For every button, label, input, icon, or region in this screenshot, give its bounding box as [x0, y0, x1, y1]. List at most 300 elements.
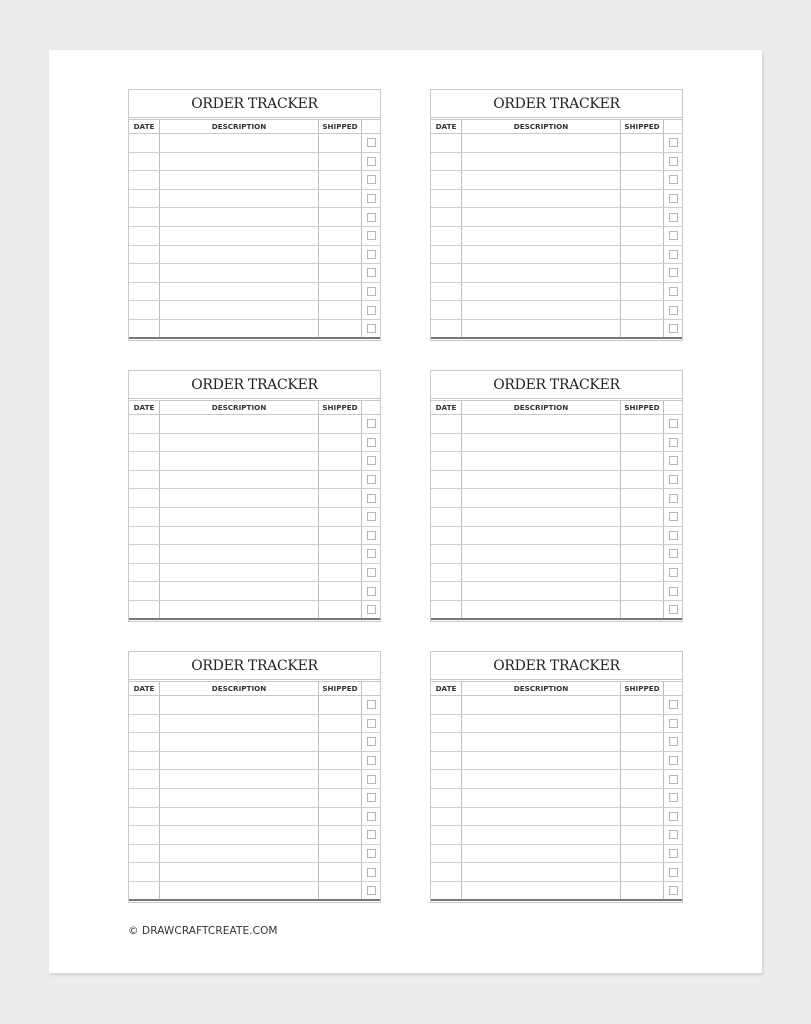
- shipped-cell[interactable]: [621, 471, 664, 489]
- date-cell[interactable]: [129, 733, 160, 751]
- shipped-cell[interactable]: [621, 582, 664, 600]
- date-cell[interactable]: [129, 863, 160, 881]
- shipped-cell[interactable]: [319, 863, 362, 881]
- shipped-cell[interactable]: [319, 789, 362, 807]
- shipped-checkbox[interactable]: [367, 549, 376, 558]
- shipped-checkbox[interactable]: [367, 700, 376, 709]
- shipped-checkbox[interactable]: [367, 268, 376, 277]
- description-cell[interactable]: [462, 582, 621, 600]
- shipped-checkbox[interactable]: [367, 775, 376, 784]
- table-row: [129, 171, 380, 190]
- shipped-checkbox[interactable]: [669, 587, 678, 596]
- shipped-cell[interactable]: [621, 246, 664, 264]
- description-cell[interactable]: [160, 452, 319, 470]
- shipped-cell[interactable]: [621, 696, 664, 714]
- shipped-cell[interactable]: [621, 208, 664, 226]
- date-cell[interactable]: [431, 863, 462, 881]
- date-cell[interactable]: [129, 452, 160, 470]
- description-cell[interactable]: [462, 452, 621, 470]
- table-header: [431, 681, 682, 696]
- tracker-title: ORDER TRACKER: [431, 371, 682, 399]
- date-cell[interactable]: [129, 434, 160, 452]
- shipped-checkbox[interactable]: [367, 737, 376, 746]
- shipped-checkbox[interactable]: [669, 194, 678, 203]
- description-cell[interactable]: [160, 246, 319, 264]
- date-cell[interactable]: [431, 715, 462, 733]
- shipped-checkbox[interactable]: [669, 568, 678, 577]
- shipped-cell[interactable]: [621, 808, 664, 826]
- shipped-cell[interactable]: [621, 527, 664, 545]
- description-cell[interactable]: [160, 752, 319, 770]
- date-cell[interactable]: [129, 770, 160, 788]
- shipped-checkbox[interactable]: [367, 568, 376, 577]
- description-cell[interactable]: [160, 601, 319, 618]
- date-cell[interactable]: [431, 415, 462, 433]
- date-cell[interactable]: [129, 601, 160, 618]
- description-cell[interactable]: [462, 283, 621, 301]
- description-cell[interactable]: [462, 415, 621, 433]
- description-cell[interactable]: [160, 208, 319, 226]
- shipped-cell[interactable]: [621, 770, 664, 788]
- description-cell[interactable]: [160, 301, 319, 319]
- description-cell[interactable]: [160, 696, 319, 714]
- shipped-cell[interactable]: [621, 545, 664, 563]
- date-cell[interactable]: [129, 283, 160, 301]
- table-row: [129, 601, 380, 620]
- date-cell[interactable]: [129, 264, 160, 282]
- date-cell[interactable]: [129, 301, 160, 319]
- shipped-cell[interactable]: [621, 264, 664, 282]
- shipped-cell[interactable]: [319, 153, 362, 171]
- shipped-cell[interactable]: [621, 601, 664, 618]
- description-cell[interactable]: [160, 171, 319, 189]
- description-cell[interactable]: [462, 863, 621, 881]
- checkbox-cell: [664, 601, 682, 618]
- shipped-cell[interactable]: [319, 320, 362, 337]
- shipped-cell[interactable]: [319, 489, 362, 507]
- shipped-checkbox[interactable]: [669, 756, 678, 765]
- shipped-checkbox[interactable]: [669, 438, 678, 447]
- shipped-checkbox[interactable]: [367, 812, 376, 821]
- table-row: [129, 770, 380, 789]
- description-column-header: DESCRIPTION: [160, 401, 319, 414]
- shipped-cell[interactable]: [621, 320, 664, 337]
- description-cell[interactable]: [160, 283, 319, 301]
- shipped-cell[interactable]: [621, 845, 664, 863]
- description-cell[interactable]: [462, 489, 621, 507]
- description-column-header: DESCRIPTION: [462, 120, 621, 133]
- shipped-cell[interactable]: [621, 564, 664, 582]
- shipped-checkbox[interactable]: [669, 775, 678, 784]
- shipped-checkbox[interactable]: [367, 324, 376, 333]
- shipped-checkbox[interactable]: [669, 549, 678, 558]
- description-cell[interactable]: [462, 789, 621, 807]
- shipped-checkbox[interactable]: [367, 157, 376, 166]
- shipped-checkbox[interactable]: [669, 250, 678, 259]
- shipped-cell[interactable]: [319, 134, 362, 152]
- shipped-checkbox[interactable]: [669, 494, 678, 503]
- description-cell[interactable]: [160, 320, 319, 337]
- description-cell[interactable]: [462, 564, 621, 582]
- shipped-checkbox[interactable]: [669, 700, 678, 709]
- description-cell[interactable]: [160, 134, 319, 152]
- description-cell[interactable]: [462, 752, 621, 770]
- description-cell[interactable]: [160, 471, 319, 489]
- date-cell[interactable]: [129, 564, 160, 582]
- description-cell[interactable]: [462, 134, 621, 152]
- shipped-cell[interactable]: [319, 434, 362, 452]
- shipped-checkbox[interactable]: [367, 531, 376, 540]
- checkbox-cell: [664, 715, 682, 733]
- checkbox-cell: [362, 153, 380, 171]
- date-cell[interactable]: [431, 845, 462, 863]
- description-cell[interactable]: [462, 808, 621, 826]
- table-footer-strip: [431, 620, 682, 624]
- date-cell[interactable]: [129, 415, 160, 433]
- shipped-cell[interactable]: [621, 789, 664, 807]
- description-cell[interactable]: [160, 508, 319, 526]
- description-cell[interactable]: [462, 770, 621, 788]
- date-cell[interactable]: [129, 471, 160, 489]
- shipped-cell[interactable]: [319, 564, 362, 582]
- checkbox-cell: [664, 134, 682, 152]
- description-cell[interactable]: [462, 246, 621, 264]
- description-cell[interactable]: [462, 527, 621, 545]
- shipped-cell[interactable]: [319, 452, 362, 470]
- order-tracker-card: [128, 89, 381, 341]
- date-cell[interactable]: [129, 320, 160, 337]
- description-cell[interactable]: [160, 808, 319, 826]
- description-cell[interactable]: [160, 564, 319, 582]
- shipped-cell[interactable]: [319, 264, 362, 282]
- description-cell[interactable]: [160, 845, 319, 863]
- shipped-checkbox[interactable]: [367, 830, 376, 839]
- description-cell[interactable]: [160, 733, 319, 751]
- description-cell[interactable]: [462, 301, 621, 319]
- shipped-cell[interactable]: [319, 845, 362, 863]
- shipped-cell[interactable]: [319, 882, 362, 899]
- shipped-cell[interactable]: [319, 601, 362, 618]
- shipped-cell[interactable]: [621, 489, 664, 507]
- description-cell[interactable]: [160, 863, 319, 881]
- description-cell[interactable]: [462, 826, 621, 844]
- shipped-checkbox[interactable]: [367, 512, 376, 521]
- table-row: [129, 153, 380, 172]
- date-cell[interactable]: [129, 545, 160, 563]
- shipped-checkbox[interactable]: [669, 849, 678, 858]
- table-row: [431, 752, 682, 771]
- description-cell[interactable]: [462, 715, 621, 733]
- shipped-cell[interactable]: [621, 227, 664, 245]
- date-cell[interactable]: [431, 153, 462, 171]
- shipped-checkbox[interactable]: [669, 793, 678, 802]
- description-cell[interactable]: [462, 696, 621, 714]
- description-cell[interactable]: [160, 227, 319, 245]
- shipped-cell[interactable]: [319, 190, 362, 208]
- shipped-cell[interactable]: [319, 171, 362, 189]
- description-cell[interactable]: [160, 882, 319, 899]
- table-row: [129, 863, 380, 882]
- description-cell[interactable]: [462, 153, 621, 171]
- date-cell[interactable]: [431, 190, 462, 208]
- shipped-checkbox[interactable]: [367, 605, 376, 614]
- checkbox-cell: [664, 582, 682, 600]
- checkbox-cell: [362, 134, 380, 152]
- shipped-checkbox[interactable]: [367, 175, 376, 184]
- checkbox-column-header: [664, 682, 682, 695]
- date-cell[interactable]: [431, 134, 462, 152]
- date-cell[interactable]: [129, 882, 160, 899]
- shipped-checkbox[interactable]: [367, 250, 376, 259]
- description-cell[interactable]: [462, 208, 621, 226]
- description-cell[interactable]: [462, 320, 621, 337]
- shipped-cell[interactable]: [621, 415, 664, 433]
- shipped-checkbox[interactable]: [669, 419, 678, 428]
- shipped-checkbox[interactable]: [367, 306, 376, 315]
- date-cell[interactable]: [431, 434, 462, 452]
- shipped-checkbox[interactable]: [367, 587, 376, 596]
- shipped-checkbox[interactable]: [367, 849, 376, 858]
- shipped-cell[interactable]: [319, 527, 362, 545]
- date-cell[interactable]: [129, 489, 160, 507]
- shipped-checkbox[interactable]: [669, 231, 678, 240]
- shipped-cell[interactable]: [319, 246, 362, 264]
- shipped-cell[interactable]: [621, 452, 664, 470]
- description-cell[interactable]: [160, 715, 319, 733]
- date-cell[interactable]: [431, 789, 462, 807]
- date-cell[interactable]: [431, 564, 462, 582]
- checkbox-cell: [362, 283, 380, 301]
- date-cell[interactable]: [431, 452, 462, 470]
- shipped-checkbox[interactable]: [669, 456, 678, 465]
- description-cell[interactable]: [160, 264, 319, 282]
- shipped-checkbox[interactable]: [367, 868, 376, 877]
- description-cell[interactable]: [462, 882, 621, 899]
- date-cell[interactable]: [129, 190, 160, 208]
- shipped-cell[interactable]: [621, 863, 664, 881]
- tracker-title: ORDER TRACKER: [129, 652, 380, 680]
- shipped-cell[interactable]: [621, 190, 664, 208]
- shipped-cell[interactable]: [319, 415, 362, 433]
- date-cell[interactable]: [431, 471, 462, 489]
- date-cell[interactable]: [431, 171, 462, 189]
- shipped-checkbox[interactable]: [669, 213, 678, 222]
- shipped-checkbox[interactable]: [367, 456, 376, 465]
- date-cell[interactable]: [431, 808, 462, 826]
- date-cell[interactable]: [431, 246, 462, 264]
- shipped-cell[interactable]: [319, 208, 362, 226]
- description-cell[interactable]: [462, 471, 621, 489]
- shipped-cell[interactable]: [319, 582, 362, 600]
- shipped-checkbox[interactable]: [669, 868, 678, 877]
- date-cell[interactable]: [129, 808, 160, 826]
- shipped-cell[interactable]: [621, 715, 664, 733]
- table-row: [129, 826, 380, 845]
- date-cell[interactable]: [431, 489, 462, 507]
- date-cell[interactable]: [129, 826, 160, 844]
- shipped-checkbox[interactable]: [367, 886, 376, 895]
- date-cell[interactable]: [129, 208, 160, 226]
- shipped-checkbox[interactable]: [367, 719, 376, 728]
- date-cell[interactable]: [129, 696, 160, 714]
- shipped-cell[interactable]: [319, 770, 362, 788]
- shipped-checkbox[interactable]: [367, 287, 376, 296]
- table-row: [431, 153, 682, 172]
- shipped-cell[interactable]: [319, 696, 362, 714]
- shipped-cell[interactable]: [319, 227, 362, 245]
- shipped-cell[interactable]: [621, 171, 664, 189]
- checkbox-cell: [362, 582, 380, 600]
- shipped-checkbox[interactable]: [669, 306, 678, 315]
- description-cell[interactable]: [462, 434, 621, 452]
- shipped-checkbox[interactable]: [669, 138, 678, 147]
- description-cell[interactable]: [462, 190, 621, 208]
- date-cell[interactable]: [431, 283, 462, 301]
- shipped-cell[interactable]: [621, 508, 664, 526]
- shipped-cell[interactable]: [621, 301, 664, 319]
- description-cell[interactable]: [160, 789, 319, 807]
- description-cell[interactable]: [462, 227, 621, 245]
- table-row: [129, 301, 380, 320]
- shipped-checkbox[interactable]: [367, 438, 376, 447]
- description-cell[interactable]: [160, 770, 319, 788]
- shipped-checkbox[interactable]: [669, 531, 678, 540]
- description-cell[interactable]: [160, 415, 319, 433]
- description-cell[interactable]: [462, 601, 621, 618]
- shipped-checkbox[interactable]: [669, 737, 678, 746]
- shipped-cell[interactable]: [319, 715, 362, 733]
- shipped-checkbox[interactable]: [669, 512, 678, 521]
- shipped-cell[interactable]: [319, 508, 362, 526]
- shipped-cell[interactable]: [319, 301, 362, 319]
- description-cell[interactable]: [160, 434, 319, 452]
- date-cell[interactable]: [431, 545, 462, 563]
- shipped-cell[interactable]: [621, 134, 664, 152]
- date-cell[interactable]: [431, 264, 462, 282]
- table-row: [431, 863, 682, 882]
- shipped-checkbox[interactable]: [367, 419, 376, 428]
- shipped-cell[interactable]: [319, 545, 362, 563]
- description-cell[interactable]: [160, 582, 319, 600]
- description-cell[interactable]: [462, 545, 621, 563]
- shipped-cell[interactable]: [319, 733, 362, 751]
- shipped-checkbox[interactable]: [669, 812, 678, 821]
- description-cell[interactable]: [160, 527, 319, 545]
- date-cell[interactable]: [129, 508, 160, 526]
- shipped-checkbox[interactable]: [367, 494, 376, 503]
- table-row: [431, 508, 682, 527]
- shipped-column-header: SHIPPED: [319, 401, 362, 414]
- checkbox-cell: [362, 471, 380, 489]
- checkbox-cell: [664, 789, 682, 807]
- date-cell[interactable]: [431, 508, 462, 526]
- shipped-checkbox[interactable]: [669, 175, 678, 184]
- shipped-checkbox[interactable]: [367, 213, 376, 222]
- shipped-checkbox[interactable]: [367, 231, 376, 240]
- shipped-checkbox[interactable]: [669, 287, 678, 296]
- date-cell[interactable]: [129, 752, 160, 770]
- shipped-cell[interactable]: [319, 752, 362, 770]
- date-cell[interactable]: [129, 789, 160, 807]
- date-cell[interactable]: [431, 601, 462, 618]
- description-cell[interactable]: [160, 153, 319, 171]
- shipped-checkbox[interactable]: [669, 719, 678, 728]
- shipped-checkbox[interactable]: [367, 475, 376, 484]
- shipped-checkbox[interactable]: [669, 605, 678, 614]
- description-cell[interactable]: [462, 733, 621, 751]
- date-cell[interactable]: [129, 153, 160, 171]
- description-cell[interactable]: [462, 264, 621, 282]
- shipped-checkbox[interactable]: [367, 194, 376, 203]
- date-cell[interactable]: [129, 134, 160, 152]
- description-cell[interactable]: [160, 190, 319, 208]
- date-cell[interactable]: [431, 301, 462, 319]
- shipped-cell[interactable]: [621, 752, 664, 770]
- shipped-checkbox[interactable]: [367, 756, 376, 765]
- shipped-cell[interactable]: [319, 808, 362, 826]
- description-cell[interactable]: [160, 826, 319, 844]
- date-cell[interactable]: [129, 845, 160, 863]
- shipped-cell[interactable]: [621, 826, 664, 844]
- date-cell[interactable]: [431, 582, 462, 600]
- shipped-cell[interactable]: [621, 153, 664, 171]
- date-cell[interactable]: [431, 320, 462, 337]
- shipped-cell[interactable]: [621, 882, 664, 899]
- date-cell[interactable]: [129, 171, 160, 189]
- date-cell[interactable]: [129, 582, 160, 600]
- date-cell[interactable]: [431, 696, 462, 714]
- shipped-cell[interactable]: [319, 471, 362, 489]
- description-cell[interactable]: [462, 845, 621, 863]
- description-cell[interactable]: [462, 171, 621, 189]
- description-column-header: DESCRIPTION: [462, 401, 621, 414]
- description-cell[interactable]: [462, 508, 621, 526]
- date-cell[interactable]: [129, 715, 160, 733]
- date-cell[interactable]: [431, 770, 462, 788]
- checkbox-cell: [362, 882, 380, 899]
- table-row: [129, 208, 380, 227]
- date-cell[interactable]: [431, 733, 462, 751]
- shipped-checkbox[interactable]: [367, 793, 376, 802]
- shipped-cell[interactable]: [621, 283, 664, 301]
- order-tracker-card: [430, 651, 683, 903]
- date-cell[interactable]: [129, 227, 160, 245]
- shipped-checkbox[interactable]: [669, 324, 678, 333]
- checkbox-cell: [362, 264, 380, 282]
- shipped-checkbox[interactable]: [669, 475, 678, 484]
- shipped-checkbox[interactable]: [669, 268, 678, 277]
- date-cell[interactable]: [431, 208, 462, 226]
- shipped-cell[interactable]: [319, 826, 362, 844]
- shipped-checkbox[interactable]: [669, 886, 678, 895]
- date-cell[interactable]: [431, 882, 462, 899]
- shipped-checkbox[interactable]: [669, 157, 678, 166]
- date-cell[interactable]: [431, 826, 462, 844]
- shipped-checkbox[interactable]: [367, 138, 376, 147]
- description-cell[interactable]: [160, 489, 319, 507]
- shipped-cell[interactable]: [621, 733, 664, 751]
- description-cell[interactable]: [160, 545, 319, 563]
- date-cell[interactable]: [129, 527, 160, 545]
- shipped-checkbox[interactable]: [669, 830, 678, 839]
- date-cell[interactable]: [431, 227, 462, 245]
- date-cell[interactable]: [431, 752, 462, 770]
- table-row: [431, 845, 682, 864]
- shipped-cell[interactable]: [621, 434, 664, 452]
- shipped-cell[interactable]: [319, 283, 362, 301]
- date-cell[interactable]: [431, 527, 462, 545]
- date-cell[interactable]: [129, 246, 160, 264]
